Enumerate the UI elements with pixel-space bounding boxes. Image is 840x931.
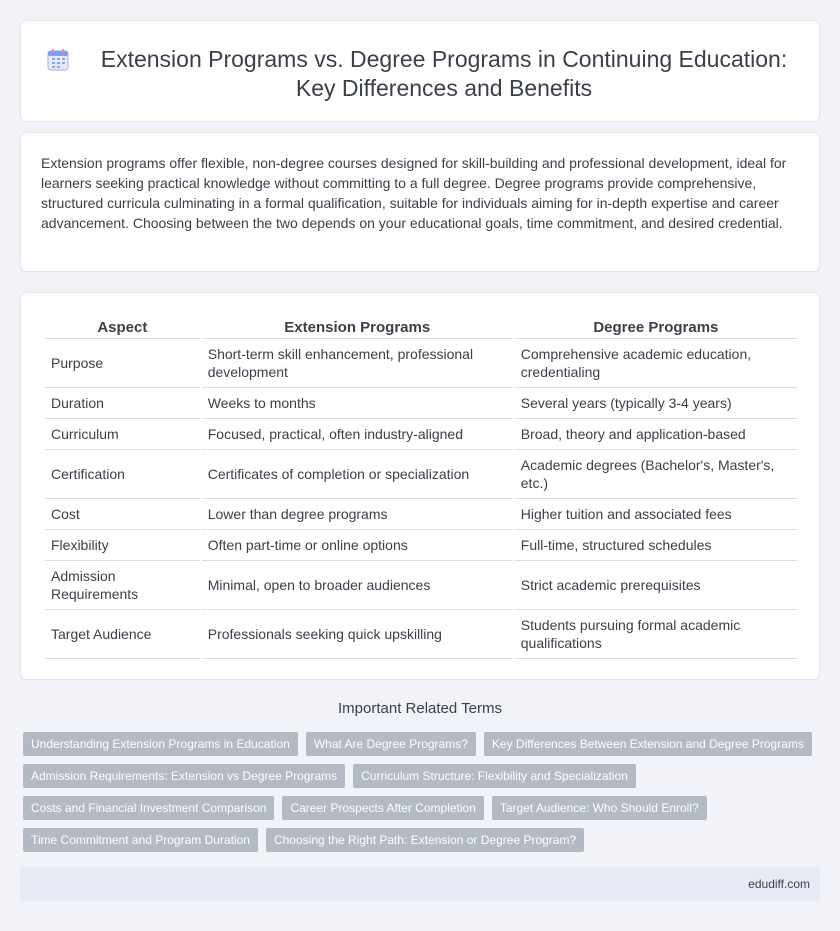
table-row — [45, 339, 797, 388]
related-tag-link[interactable]: Time Commitment and Program Duration — [23, 828, 258, 852]
table-row — [45, 419, 797, 450]
aspect-cell: Duration — [45, 388, 200, 419]
footer-site-link[interactable]: edudiff.com — [748, 877, 810, 891]
related-terms-heading: Important Related Terms — [338, 700, 502, 717]
table-row — [45, 450, 797, 499]
degree-cell: Higher tuition and associated fees — [515, 499, 797, 530]
degree-cell: Academic degrees (Bachelor's, Master's, etc.) — [515, 450, 797, 499]
table-row — [45, 499, 797, 530]
aspect-cell: Target Audience — [45, 610, 200, 659]
extension-cell: Often part-time or online options — [202, 530, 513, 561]
calendar-icon — [47, 49, 69, 71]
intro-card — [20, 132, 820, 272]
aspect-cell: Flexibility — [45, 530, 200, 561]
footer — [20, 867, 820, 901]
degree-cell: Several years (typically 3-4 years) — [515, 388, 797, 419]
related-tag-link[interactable]: What Are Degree Programs? — [306, 732, 476, 756]
aspect-cell: Purpose — [45, 339, 200, 388]
related-tags-row — [23, 764, 823, 788]
extension-cell: Certificates of completion or specialization — [202, 450, 513, 499]
extension-cell: Weeks to months — [202, 388, 513, 419]
header-card — [20, 20, 820, 122]
related-tags-row — [23, 732, 823, 756]
extension-cell: Short-term skill enhancement, professional development — [202, 339, 513, 388]
related-tag-link[interactable]: Costs and Financial Investment Comparison — [23, 796, 274, 820]
comparison-table — [43, 313, 799, 659]
degree-cell: Strict academic prerequisites — [515, 561, 797, 610]
related-tag-link[interactable]: Career Prospects After Completion — [282, 796, 483, 820]
table-row — [45, 610, 797, 659]
header-degree-programs: Degree Programs — [515, 313, 797, 339]
related-tag-link[interactable]: Understanding Extension Programs in Education — [23, 732, 298, 756]
related-tag-link[interactable]: Target Audience: Who Should Enroll? — [492, 796, 707, 820]
related-tag-link[interactable]: Choosing the Right Path: Extension or Degree Program? — [266, 828, 584, 852]
related-tag-link[interactable]: Key Differences Between Extension and Degree Programs — [484, 732, 812, 756]
related-tag-link[interactable]: Admission Requirements: Extension vs Degree Programs — [23, 764, 345, 788]
table-row — [45, 388, 797, 419]
extension-cell: Lower than degree programs — [202, 499, 513, 530]
header-extension-programs: Extension Programs — [202, 313, 513, 339]
page-title: Extension Programs vs. Degree Programs in Continuing Education: Key Differences and Benefits — [100, 46, 788, 101]
aspect-cell: Certification — [45, 450, 200, 499]
related-tag-link[interactable]: Curriculum Structure: Flexibility and Specialization — [353, 764, 636, 788]
related-tags-row — [23, 828, 823, 852]
header-aspect: Aspect — [45, 313, 200, 339]
extension-cell: Minimal, open to broader audiences — [202, 561, 513, 610]
extension-cell: Focused, practical, often industry-aligned — [202, 419, 513, 450]
aspect-cell: Curriculum — [45, 419, 200, 450]
aspect-cell: Admission Requirements — [45, 561, 200, 610]
degree-cell: Full-time, structured schedules — [515, 530, 797, 561]
extension-cell: Professionals seeking quick upskilling — [202, 610, 513, 659]
degree-cell: Students pursuing formal academic qualifications — [515, 610, 797, 659]
table-row — [45, 561, 797, 610]
intro-paragraph: Extension programs offer flexible, non-degree courses designed for skill-building and professional development, ideal for learners seeking practical knowledge without committing to a full degree. Degree programs provide comprehensive, structured curricula culminating in a formal qualification, suitable for individuals aiming for in-depth expertise and career advancement. Choosing between the two depends on your educational goals, time commitment, and desired credential. — [41, 155, 787, 231]
aspect-cell: Cost — [45, 499, 200, 530]
table-header-row — [45, 313, 797, 339]
degree-cell: Comprehensive academic education, credentialing — [515, 339, 797, 388]
comparison-table-card — [20, 292, 820, 680]
related-tags-row — [23, 796, 823, 820]
table-row — [45, 530, 797, 561]
degree-cell: Broad, theory and application-based — [515, 419, 797, 450]
